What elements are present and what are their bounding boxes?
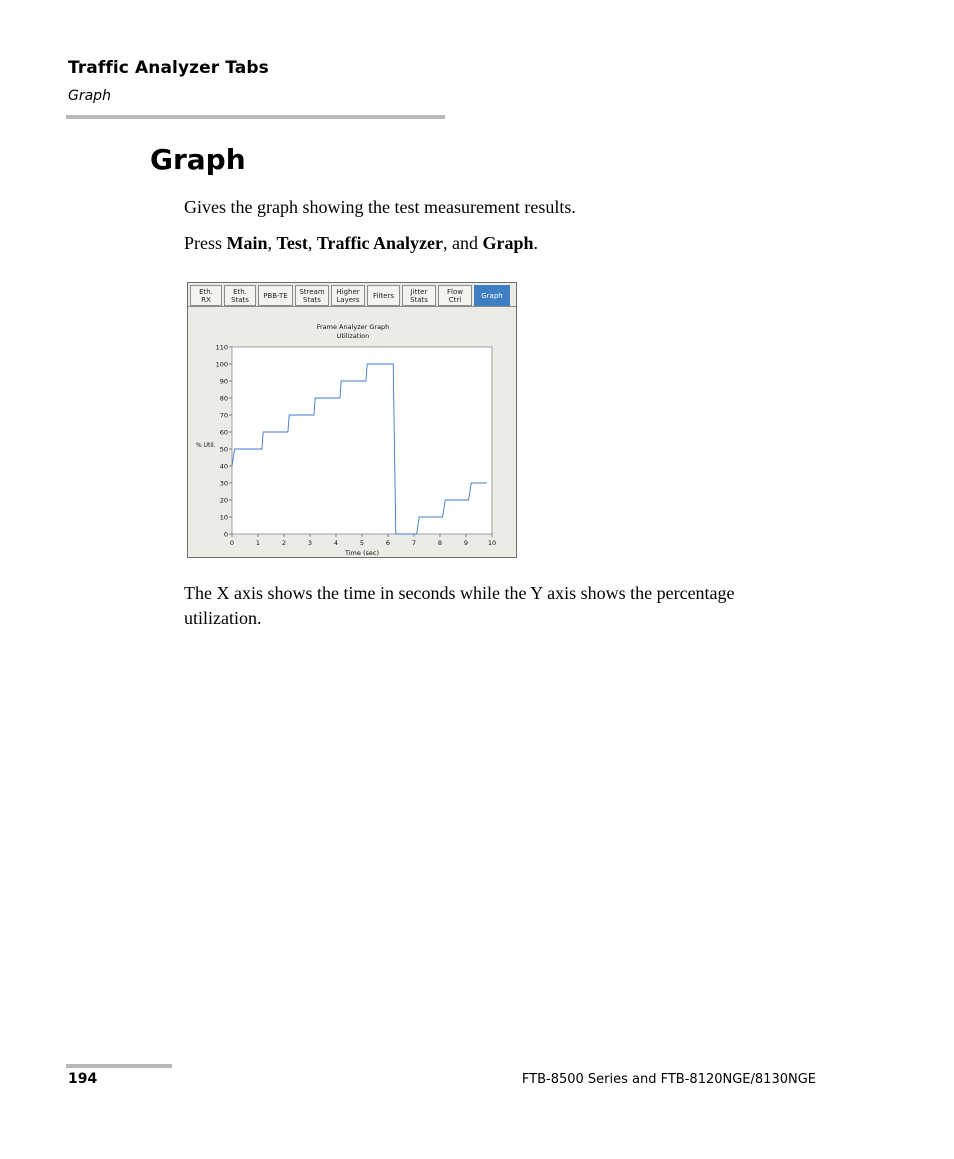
tab-eth-rx[interactable]: Eth. RX [190, 285, 222, 306]
test-keyword: Test [276, 233, 308, 253]
header-divider [66, 115, 445, 119]
x-tick-label: 10 [487, 539, 497, 547]
y-tick-label: 30 [219, 479, 228, 488]
press-sep-1: , [267, 233, 277, 253]
document-title: FTB-8500 Series and FTB-8120NGE/8130NGE [521, 1072, 816, 1087]
y-tick-label: 10 [219, 513, 228, 522]
utilization-chart [188, 283, 517, 558]
y-tick-label: 60 [219, 428, 228, 437]
tab-filters[interactable]: Filters [367, 285, 400, 306]
press-prefix: Press [184, 233, 227, 253]
press-sep-3: , and [443, 233, 483, 253]
tab-eth-stats[interactable]: Eth. Stats [224, 285, 256, 306]
main-keyword: Main [226, 233, 268, 253]
tab-higher-layers[interactable]: Higher Layers [331, 285, 365, 306]
x-tick-label: 1 [255, 539, 261, 547]
traffic-analyzer-keyword: Traffic Analyzer [316, 233, 443, 253]
y-tick-label: 90 [219, 377, 228, 386]
press-instruction [184, 231, 538, 256]
y-tick-label: 100 [215, 360, 228, 369]
y-tick-label: 70 [219, 411, 228, 420]
press-suffix: . [533, 233, 539, 253]
tab-graph[interactable]: Graph [474, 285, 510, 306]
tab-flow-ctrl[interactable]: Flow Ctrl [438, 285, 472, 306]
y-tick-label: 50 [219, 445, 228, 454]
x-tick-label: 5 [359, 539, 365, 547]
press-sep-2: , [307, 233, 317, 253]
graph-screenshot [187, 282, 517, 558]
page-number: 194 [68, 1071, 98, 1087]
tab-pbb-te[interactable]: PBB-TE [258, 285, 293, 306]
section-subtitle: Graph [68, 88, 111, 104]
chapter-title: Traffic Analyzer Tabs [68, 58, 269, 78]
tab-jitter-stats[interactable]: Jitter Stats [402, 285, 436, 306]
plot-area [232, 347, 492, 534]
x-tick-label: 2 [281, 539, 287, 547]
x-tick-label: 9 [463, 539, 469, 547]
chart-title: Frame Analyzer Graph [316, 323, 390, 331]
x-tick-label: 6 [385, 539, 391, 547]
y-tick-label: 80 [219, 394, 228, 403]
x-axis-label: Time (sec) [344, 549, 380, 557]
x-tick-label: 7 [411, 539, 417, 547]
x-tick-label: 4 [333, 539, 339, 547]
section-heading: Graph [150, 143, 246, 176]
tab-stream-stats[interactable]: Stream Stats [295, 285, 329, 306]
x-tick-label: 0 [229, 539, 235, 547]
x-tick-label: 8 [437, 539, 443, 547]
closing-paragraph: The X axis shows the time in seconds while the Y axis shows the percentage utilization. [184, 583, 735, 628]
y-tick-label: 0 [223, 530, 228, 539]
y-tick-label: 110 [215, 343, 228, 352]
y-axis-label: % Util. [196, 442, 216, 449]
intro-paragraph: Gives the graph showing the test measurement results. [184, 197, 576, 217]
y-tick-label: 20 [219, 496, 228, 505]
x-tick-label: 3 [307, 539, 313, 547]
y-tick-label: 40 [219, 462, 228, 471]
chart-subtitle: Utilization [336, 332, 370, 340]
footer-divider [66, 1064, 172, 1068]
graph-keyword: Graph [482, 233, 534, 253]
